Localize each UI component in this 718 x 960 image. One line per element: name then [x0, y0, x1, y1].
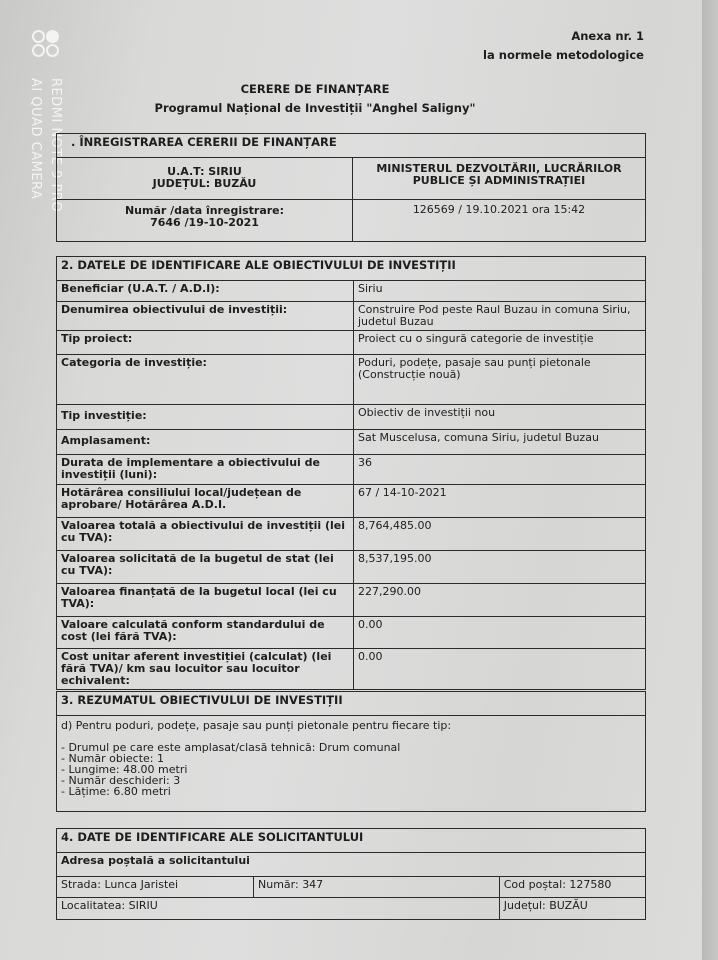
registration-label: Număr /data înregistrare:	[124, 204, 285, 217]
row-value: 36	[354, 455, 646, 485]
ministry-registration: 126569 / 19.10.2021 ora 15:42	[353, 200, 646, 242]
registration-value: 7646 /19-10-2021	[150, 216, 259, 229]
row-value: Proiect cu o singură categorie de investiție	[354, 331, 646, 355]
row-value: 0.00	[354, 617, 646, 649]
row-label: Durata de implementare a obiectivului de investiții (luni):	[57, 455, 354, 485]
row-label: Amplasament:	[57, 430, 354, 455]
table-row	[57, 455, 646, 485]
summary-item: - Drumul pe care este amplasat/clasă tehnică: Drum comunal	[61, 741, 401, 754]
street-cell: Strada: Lunca Jaristei	[57, 877, 254, 898]
table-row	[57, 430, 646, 455]
table-row	[57, 355, 646, 405]
summary-item: - Număr deschideri: 3	[61, 774, 181, 787]
registration-table	[56, 133, 646, 242]
page-edge-shadow	[702, 0, 718, 960]
row-value: Obiectiv de investiții nou	[354, 405, 646, 430]
row-value: 0.00	[354, 649, 646, 690]
row-value: 8,764,485.00	[354, 518, 646, 551]
investment-data-table	[56, 256, 646, 690]
row-value: Poduri, podețe, pasaje sau punți pietonale (Construcție nouă)	[354, 355, 646, 405]
ministry-name-1: MINISTERUL DEZVOLTĂRII, LUCRĂRILOR	[376, 162, 622, 175]
row-label: Categoria de investiție:	[57, 355, 354, 405]
row-value: 67 / 14-10-2021	[354, 485, 646, 518]
row-label: Valoarea finanțată de la bugetul local (lei cu TVA):	[57, 584, 354, 617]
watermark-camera: AI QUAD CAMERA	[28, 78, 43, 200]
row-label: Tip proiect:	[57, 331, 354, 355]
row-value: Construire Pod peste Raul Buzau in comuna Siriu, judetul Buzau	[354, 302, 646, 331]
ministry-cell	[353, 158, 646, 200]
county-cell: Județul: BUZĂU	[499, 898, 645, 920]
table-row	[57, 485, 646, 518]
applicant-table	[56, 828, 646, 920]
registration-cell	[57, 200, 353, 242]
document-title: CERERE DE FINANȚARE	[240, 82, 390, 96]
table-row	[57, 649, 646, 690]
section2-heading: 2. DATELE DE IDENTIFICARE ALE OBIECTIVULUI DE INVESTIȚII	[57, 257, 646, 281]
number-cell: Număr: 347	[254, 877, 500, 898]
table-row	[57, 331, 646, 355]
table-row	[57, 302, 646, 331]
row-label: Cost unitar aferent investiției (calculat) (lei fără TVA)/ km sau locuitor sau locuitor echivalent:	[57, 649, 354, 690]
investment-summary-table	[56, 691, 646, 812]
locality-cell: Localitatea: SIRIU	[57, 898, 500, 920]
row-value: Sat Muscelusa, comuna Siriu, judetul Buzau	[354, 430, 646, 455]
annex-number: Anexa nr. 1	[571, 29, 644, 43]
uat-cell	[57, 158, 353, 200]
table-row	[57, 584, 646, 617]
uat-county: JUDEȚUL: BUZĂU	[152, 177, 257, 190]
summary-item: - Lățime: 6.80 metri	[61, 785, 171, 798]
section3-heading: 3. REZUMATUL OBIECTIVULUI DE INVESTIȚII	[57, 692, 646, 716]
table-row	[57, 518, 646, 551]
row-label: Hotărârea consiliului local/județean de aprobare/ Hotărârea A.D.I.	[57, 485, 354, 518]
row-label: Denumirea obiectivului de investiții:	[57, 302, 354, 331]
table-row	[57, 551, 646, 584]
summary-item: - Lungime: 48.00 metri	[61, 763, 188, 776]
row-value: Siriu	[354, 281, 646, 302]
row-label: Valoarea totală a obiectivului de investiții (lei cu TVA):	[57, 518, 354, 551]
watermark-device: REDMI NOTE 9 PRO	[48, 78, 63, 213]
four-circles-logo-icon	[32, 30, 72, 66]
row-value: 8,537,195.00	[354, 551, 646, 584]
summary-item: - Număr obiecte: 1	[61, 752, 165, 765]
row-label: Beneficiar (U.A.T. / A.D.I):	[57, 281, 354, 302]
row-label: Tip investiție:	[57, 405, 354, 430]
row-label: Valoare calculată conform standardului de cost (lei fără TVA):	[57, 617, 354, 649]
table-row	[57, 405, 646, 430]
table-row	[57, 281, 646, 302]
summary-cell	[57, 716, 646, 812]
program-name: Programul Național de Investiții "Anghel Saligny"	[154, 101, 476, 115]
row-value: 227,290.00	[354, 584, 646, 617]
table-row	[57, 617, 646, 649]
section1-heading: . ÎNREGISTRAREA CERERII DE FINANȚARE	[57, 134, 646, 158]
section4-heading: 4. DATE DE IDENTIFICARE ALE SOLICITANTULUI	[57, 829, 646, 853]
row-label: Valoarea solicitată de la bugetul de stat (lei cu TVA):	[57, 551, 354, 584]
uat-name: U.A.T: SIRIU	[167, 165, 242, 178]
annex-reference: la normele metodologice	[483, 48, 644, 62]
postal-address-heading: Adresa poștală a solicitantului	[57, 853, 646, 877]
summary-intro: d) Pentru poduri, podețe, pasaje sau punți pietonale pentru fiecare tip:	[61, 719, 452, 732]
ministry-name-2: PUBLICE ȘI ADMINISTRAȚIEI	[412, 174, 586, 187]
postal-code-cell: Cod poștal: 127580	[499, 877, 645, 898]
